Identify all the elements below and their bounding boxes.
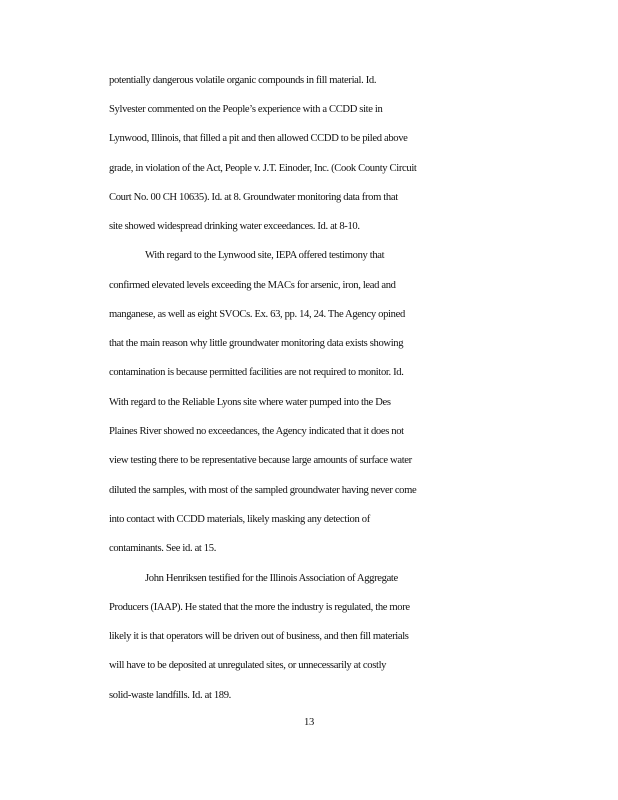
text-line: Producers (IAAP). He stated that the more the industry is regulated, the more bbox=[109, 602, 410, 613]
text-line: grade, in violation of the Act, People v. J.T. Einoder, Inc. (Cook County Circuit bbox=[109, 163, 417, 174]
text-line: potentially dangerous volatile organic compounds in fill material. Id. bbox=[109, 75, 377, 86]
text-line: solid-waste landfills. Id. at 189. bbox=[109, 690, 231, 701]
text-line: Sylvester commented on the People’s experience with a CCDD site in bbox=[109, 104, 383, 115]
text-line: Court No. 00 CH 10635). Id. at 8. Groundwater monitoring data from that bbox=[109, 192, 398, 203]
paragraph-start-line: With regard to the Lynwood site, IEPA offered testimony that bbox=[145, 250, 385, 261]
text-line: into contact with CCDD materials, likely masking any detection of bbox=[109, 514, 370, 525]
page-number: 13 bbox=[304, 717, 314, 728]
text-line: will have to be deposited at unregulated sites, or unnecessarily at costly bbox=[109, 660, 387, 671]
paragraph-start-line: John Henriksen testified for the Illinois Association of Aggregate bbox=[145, 573, 398, 584]
text-line: Plaines River showed no exceedances, the Agency indicated that it does not bbox=[109, 426, 404, 437]
text-line: likely it is that operators will be driven out of business, and then fill materials bbox=[109, 631, 409, 642]
text-line: diluted the samples, with most of the sampled groundwater having never come bbox=[109, 485, 417, 496]
text-line: site showed widespread drinking water exceedances. Id. at 8-10. bbox=[109, 221, 360, 232]
text-line: Lynwood, Illinois, that filled a pit and then allowed CCDD to be piled above bbox=[109, 133, 408, 144]
text-line: With regard to the Reliable Lyons site where water pumped into the Des bbox=[109, 397, 391, 408]
text-line: manganese, as well as eight SVOCs. Ex. 63, pp. 14, 24. The Agency opined bbox=[109, 309, 405, 320]
text-line: confirmed elevated levels exceeding the MACs for arsenic, iron, lead and bbox=[109, 280, 396, 291]
text-line: view testing there to be representative because large amounts of surface water bbox=[109, 455, 412, 466]
text-line: contaminants. See id. at 15. bbox=[109, 543, 217, 554]
text-line: that the main reason why little groundwater monitoring data exists showing bbox=[109, 338, 404, 349]
text-line: contamination is because permitted facilities are not required to monitor. Id. bbox=[109, 367, 404, 378]
